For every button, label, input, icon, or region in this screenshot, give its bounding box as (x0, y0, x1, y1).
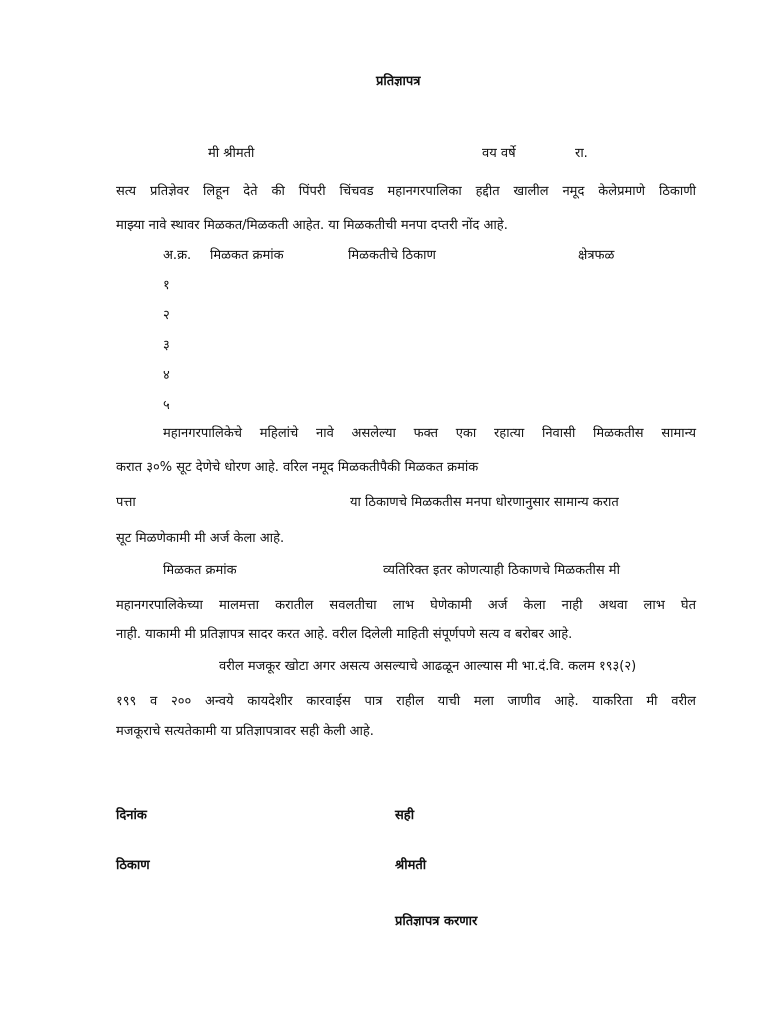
table-row: २ (163, 308, 170, 323)
paragraph-2-line-3: नाही. याकामी मी प्रतिज्ञापत्र सादर करत आहे. वरील दिलेली माहिती संपूर्णपणे सत्य व बरोबर आहे. (116, 627, 573, 642)
address-label: पत्ता (116, 495, 136, 510)
table-header-property-number: मिळकत क्रमांक (210, 248, 284, 263)
paragraph-1-line-3: या ठिकाणचे मिळकतीस मनपा धोरणानुसार सामान्य करात (350, 495, 619, 510)
date-label: दिनांक (116, 808, 147, 823)
table-row: १ (163, 278, 170, 293)
intro-line-1: सत्य प्रतिज्ञेवर लिहून देते की पिंपरी चिंचवड महानगरपालिका हद्दीत खालील नमूद केलेप्रमाणे ठिकाणी (116, 184, 696, 199)
table-row: ४ (163, 368, 170, 383)
paragraph-1-line-1: महानगरपालिकेचे महिलांचे नावे असलेल्या फक्त एका रहात्या निवासी मिळकतीस सामान्य (163, 426, 696, 441)
paragraph-2-line-2: महानगरपालिकेच्या मालमत्ता करातील सवलतीचा लाभ घेणेकामी अर्ज केला नाही अथवा लाभ घेत (116, 598, 696, 613)
paragraph-3-line-2: १९९ व २०० अन्वये कायदेशीर कारवाईस पात्र राहील याची मला जाणीव आहे. याकरिता मी वरील (116, 694, 696, 709)
signature-label: सही (395, 808, 415, 823)
property-number-label: मिळकत क्रमांक (163, 563, 237, 578)
intro-line-2: माझ्या नावे स्थावर मिळकत/मिळकती आहेत. या मिळकतीची मनपा दप्तरी नोंद आहे. (116, 218, 508, 233)
declarant-name-label: मी श्रीमती (208, 146, 255, 161)
name-label: श्रीमती (395, 858, 427, 873)
table-header-serial: अ.क्र. (163, 248, 192, 263)
age-label: वय वर्षे (482, 146, 516, 161)
table-row: ३ (163, 338, 170, 353)
deponent-label: प्रतिज्ञापत्र करणार (395, 914, 478, 929)
paragraph-3-line-3: मजकूराचे सत्यतेकामी या प्रतिज्ञापत्रावर सही केली आहे. (116, 724, 374, 739)
paragraph-1-line-4: सूट मिळणेकामी मी अर्ज केला आहे. (116, 531, 285, 546)
table-row: ५ (163, 398, 170, 413)
paragraph-1-line-2: करात ३०% सूट देणेचे धोरण आहे. वरिल नमूद मिळकतीपैकी मिळकत क्रमांक (116, 460, 479, 475)
paragraph-2-line-1: व्यतिरिक्त इतर कोणत्याही ठिकाणचे मिळकतीस मी (383, 563, 620, 578)
residence-label: रा. (575, 146, 588, 161)
document-title: प्रतिज्ञापत्र (376, 74, 421, 89)
paragraph-3-line-1: वरील मजकूर खोटा अगर असत्य असल्याचे आढळून आल्यास मी भा.दं.वि. कलम १९३(२) (219, 659, 637, 674)
place-label: ठिकाण (116, 858, 150, 873)
table-header-location: मिळकतीचे ठिकाण (348, 248, 436, 263)
table-header-area: क्षेत्रफळ (578, 248, 615, 263)
